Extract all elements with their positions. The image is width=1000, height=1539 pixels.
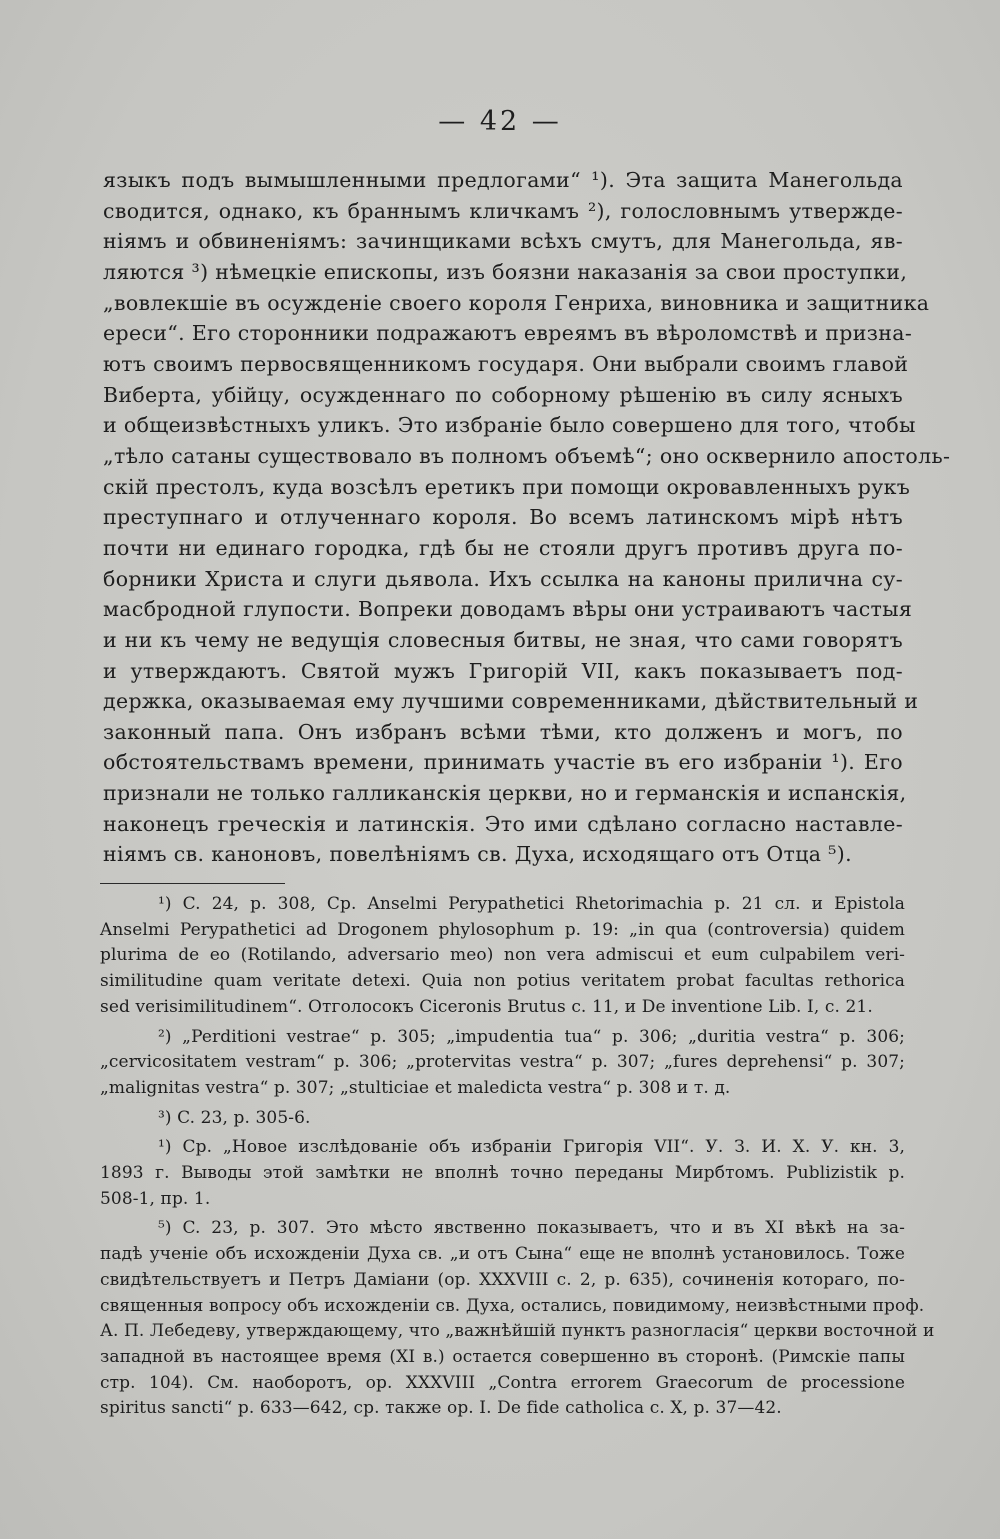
- body-line: скій престолъ, куда возсѣлъ еретикъ при помощи окровавленныхъ рукъ: [103, 474, 911, 499]
- body-line: ніямъ и обвиненіямъ: зачинщиками всѣхъ смутъ, для Манегольда, яв-: [103, 229, 903, 254]
- footnote-divider: [100, 883, 285, 884]
- body-line: масбродной глупости. Вопреки доводамъ вѣры они устраиваютъ частыя: [103, 597, 913, 622]
- footnote-line: свидѣтельствуетъ и Петръ Даміани (op. XXXVIII c. 2, p. 635), сочиненія котораго, по-: [100, 1269, 905, 1290]
- footnote-line: spiritus sancti“ p. 633—642, cp. также op. I. De fide catholica c. X, p. 37—42.: [100, 1398, 782, 1419]
- body-line: и утверждаютъ. Святой мужъ Григорій VII, какъ показываетъ под-: [103, 658, 903, 683]
- main-text: [103, 165, 951, 870]
- body-line: Виберта, убійцу, осужденнаго по соборному рѣшенію въ силу ясныхъ: [103, 382, 903, 407]
- footnote-line: ¹) Cp. „Новое изслѣдованіе объ избраніи Григорія VII“. У. З. И. Х. У. кн. 3,: [158, 1137, 905, 1158]
- body-line: языкъ подъ вымышленными предлогами“ ¹). Эта защита Манегольда: [103, 168, 903, 192]
- footnote-line: similitudine quam veritate detexi. Quia non potius veritatem probat facultas rethorica: [100, 971, 905, 992]
- body-line: признали не только галликанскія церкви, но и германскія и испанскія,: [103, 781, 907, 806]
- body-line: преступнаго и отлученнаго короля. Во всемъ латинскомъ мірѣ нѣтъ: [103, 505, 903, 530]
- footnote-line: ²) „Perditioni vestrae“ p. 305; „impudentia tua“ p. 306; „duritia vestra“ p. 306;: [158, 1026, 905, 1047]
- body-line: „тѣло сатаны существовало въ полномъ объемѣ“; оно осквернило апостоль-: [103, 443, 951, 468]
- body-line: ютъ своимъ первосвященникомъ государя. Они выбрали своимъ главой: [103, 351, 909, 376]
- page-number: — 42 —: [438, 106, 562, 137]
- footnote-line: священныя вопросу объ исхожденіи св. Духа, остались, повидимому, неизвѣстными проф.: [100, 1295, 925, 1316]
- footnote-line: Anselmi Perypathetici ad Drogonem phylosophum p. 19: „in qua (controversia) quidem: [100, 919, 905, 940]
- body-line: почти ни единаго городка, гдѣ бы не стояли другъ противъ друга по-: [103, 535, 903, 560]
- footnote-line: ³) C. 23, p. 305-6.: [158, 1107, 311, 1128]
- body-line: ляются ³) нѣмецкіе епископы, изъ боязни наказанія за свои проступки,: [103, 259, 908, 284]
- body-line: ніямъ св. каноновъ, повелѣніямъ св. Духа, исходящаго отъ Отца ⁵).: [103, 842, 852, 867]
- body-line: и общеизвѣстныхъ уликъ. Это избраніе было совершено для того, чтобы: [103, 413, 916, 438]
- footnote-line: plurima de eo (Rotilando, adversario meo) non vera admiscui et eum culpabilem veri-: [100, 945, 905, 966]
- footnote-line: ⁵) C. 23, p. 307. Это мѣсто явственно показываетъ, что и въ XI вѣкѣ на за-: [158, 1218, 905, 1239]
- footnote-line: падѣ ученіе объ исхожденіи Духа св. „и отъ Сына“ еще не вполнѣ установилось. Тоже: [100, 1244, 905, 1265]
- footnote-line: 508-1, пр. 1.: [100, 1188, 211, 1209]
- body-line: держка, оказываемая ему лучшими современниками, дѣйствительный и: [103, 689, 919, 714]
- footnote-line: 1893 г. Выводы этой замѣтки не вполнѣ точно переданы Мирбтомъ. Publizistik p.: [100, 1163, 905, 1184]
- footnotes: [100, 892, 935, 1422]
- body-line: ереси“. Его сторонники подражаютъ евреямъ въ вѣроломствѣ и призна-: [103, 321, 913, 346]
- footnote-line: „malignitas vestra“ p. 307; „stulticiae et maledicta vestra“ p. 308 и т. д.: [100, 1077, 731, 1098]
- body-line: сводится, однако, къ браннымъ кличкамъ ²), голословнымъ утвержде-: [103, 198, 903, 223]
- body-line: и ни къ чему не ведущія словесныя битвы, не зная, что сами говорятъ: [103, 627, 903, 652]
- footnote-line: ¹) C. 24, p. 308, Cp. Anselmi Perypathetici Rhetorimachia p. 21 сл. и Epistola: [158, 894, 905, 914]
- body-line: борники Христа и слуги дьявола. Ихъ ссылка на каноны прилична су-: [103, 566, 903, 591]
- footnote-line: А. П. Лебедеву, утверждающему, что „важнѣйшій пунктъ разногласія“ церкви восточной и: [100, 1321, 935, 1342]
- footnote-line: sed verisimilitudinem“. Отголосокъ Ciceronis Brutus c. 11, и De inventione Lib. I, c. 21.: [100, 996, 873, 1017]
- body-line: „вовлекшіе въ осужденіе своего короля Генриха, виновника и защитника: [103, 290, 930, 315]
- footnote-line: западной въ настоящее время (XI в.) остается совершенно въ сторонѣ. (Римскіе папы: [100, 1346, 905, 1367]
- footnote-line: „cervicositatem vestram“ p. 306; „protervitas vestra“ p. 307; „fures deprehensi“ p. 307;: [100, 1052, 905, 1073]
- body-line: обстоятельствамъ времени, принимать участіе въ его избраніи ¹). Его: [103, 750, 903, 775]
- footnote-line: стр. 104). См. наоборотъ, op. XXXVIII „Contra errorem Graecorum de processione: [100, 1372, 905, 1393]
- body-line: наконецъ греческія и латинскія. Это ими сдѣлано согласно наставле-: [103, 811, 903, 836]
- body-line: законный папа. Онъ избранъ всѣми тѣми, кто долженъ и могъ, по: [103, 719, 903, 744]
